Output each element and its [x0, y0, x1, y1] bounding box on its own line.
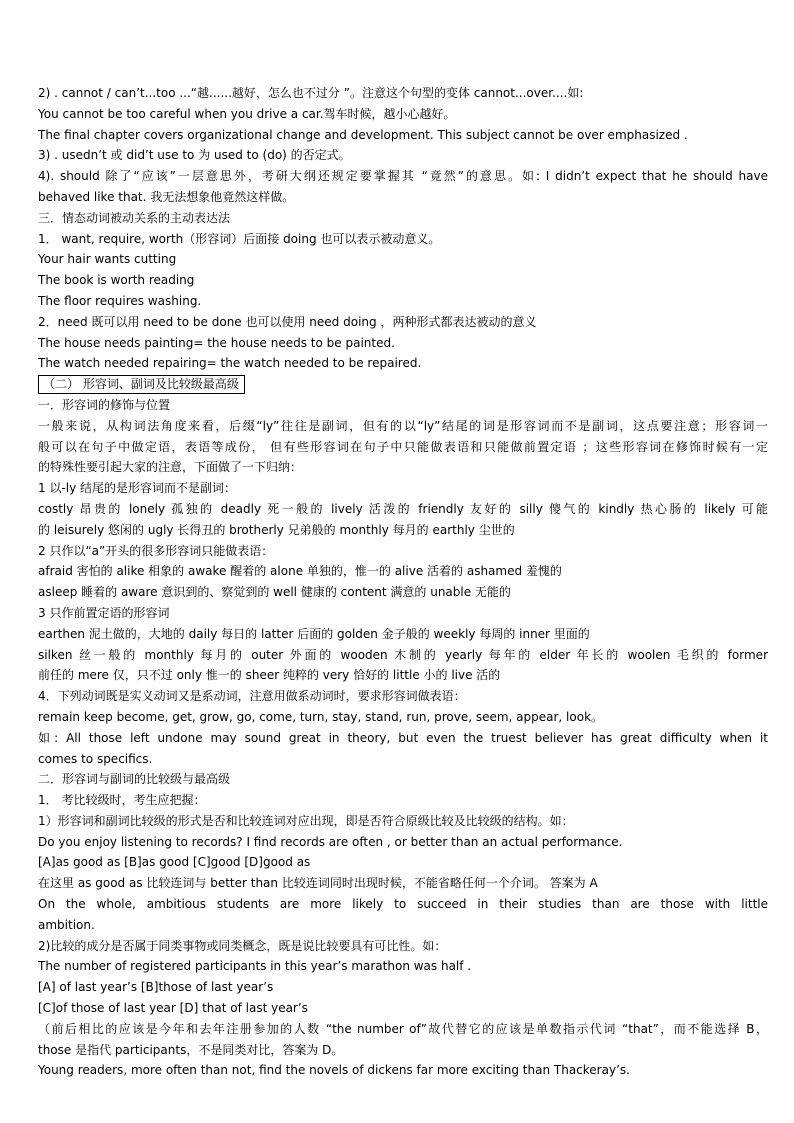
text-line: （前后相比的应该是今年和去年注册参加的人数 “the number of”故代替它的应该是单数指示代词 “that”，而不能选择 B， — [38, 1021, 768, 1036]
text-line: 2) . cannot / can’t...too ...“越......越好，怎么也不过分 ”。注意这个句型的变体 cannot...over....如: — [38, 86, 584, 100]
subsection-heading: 2 只作以“a”开头的很多形容词只能做表语： — [38, 543, 274, 558]
answer-options: [C]of those of last year [D] that of last year’s — [38, 1001, 308, 1016]
section-heading: 一．形容词的修饰与位置 — [38, 397, 171, 412]
example-sentence: 如: All those left undone may sound great in theory, but even the truest believer has great difficulty when it — [38, 730, 768, 745]
boxed-heading-row — [38, 374, 768, 395]
vocabulary-line: asleep 睡着的 aware 意识到的、察觉到的 well 健康的 content 满意的 unable 无能的 — [38, 585, 511, 600]
example-sentence: The book is worth reading — [38, 273, 195, 288]
answer-options: [A] of last year’s [B]those of last year’s — [38, 980, 274, 995]
question-sentence: The number of registered participants in this year’s marathon was half . — [38, 959, 472, 974]
example-sentence: The final chapter covers organizational change and development. This subject cannot be over emphasized . — [38, 127, 688, 142]
text-line: 2)比较的成分是否属于同类事物或同类概念，既是说比较要具有可比性。如： — [38, 938, 447, 953]
boxed-section-heading: （二） 形容词、副词及比较级最高级 — [38, 375, 245, 394]
text-line: 的特殊性要引起大家的注意，下面做了一下归纳： — [38, 460, 303, 475]
question-sentence: Do you enjoy listening to records? I find records are often , or better than an actual performance. — [38, 834, 623, 849]
text-line: remain keep become, get, grow, go, come, turn, stay, stand, run, prove, seem, appear, look。 — [38, 709, 604, 724]
example-sentence: ambition. — [38, 917, 95, 932]
example-sentence: comes to specifics. — [38, 751, 153, 766]
example-sentence: The house needs painting= the house needs to be painted. — [38, 335, 395, 350]
vocabulary-line: silken 丝一般的 monthly 每月的 outer 外面的 wooden 木制的 yearly 每年的 elder 年长的 woolen 毛织的 former — [38, 647, 768, 662]
text-line: 1）形容词和副词比较级的形式是否和比较连词对应出现，即是否符合原级比较及比较级的结构。如： — [38, 813, 574, 828]
text-line: 4．下列动词既是实义动词又是系动词，注意用做系动词时，要求形容词做表语： — [38, 689, 466, 704]
vocabulary-line: earthen 泥土做的，大地的 daily 每日的 latter 后面的 golden 金子般的 weekly 每周的 inner 里面的 — [38, 626, 590, 641]
text-line: 在这里 as good as 比较连词与 better than 比较连词同时出现时候，不能省略任何一个介词。 答案为 A — [38, 876, 598, 891]
text-line: those 是指代 participants，不是同类对比，答案为 D。 — [38, 1042, 344, 1057]
subsection-heading: 1 以-ly 结尾的是形容词而不是副词： — [38, 481, 237, 496]
example-sentence: You cannot be too careful when you drive a car.驾车时候，越小心越好。 — [38, 106, 456, 121]
text-line: 般可以在句子中做定语，表语等成份， 但有些形容词在句子中只能做表语和只能做前置定语 ；这些形容词在修饰时候有一定 — [38, 439, 768, 454]
example-sentence: The floor requires washing. — [38, 293, 202, 308]
text-line: 2．need 既可以用 need to be done 也可以使用 need doing ，两种形式都表达被动的意义 — [38, 314, 537, 329]
text-line: 1． want, require, worth（形容词）后面接 doing 也可以表示被动意义。 — [38, 231, 441, 246]
text-line: 1． 考比较级时，考生应把握： — [38, 793, 206, 808]
text-line: behaved like that. 我无法想象他竟然这样做。 — [38, 189, 295, 204]
example-sentence: Young readers, more often than not, find the novels of dickens far more exciting than Thackeray’s. — [38, 1063, 630, 1078]
subsection-heading: 3 只作前置定语的形容词 — [38, 605, 170, 620]
section-heading: 三．情态动词被动关系的主动表达法 — [38, 210, 231, 225]
vocabulary-line: 的 leisurely 悠闲的 ugly 长得丑的 brotherly 兄弟般的 monthly 每月的 earthly 尘世的 — [38, 522, 515, 537]
section-heading: 二．形容词与副词的比较级与最高级 — [38, 772, 231, 787]
vocabulary-line: afraid 害怕的 alike 相象的 awake 醒着的 alone 单独的，惟一的 alive 活着的 ashamed 羞愧的 — [38, 564, 562, 579]
text-line: 3) . usedn’t 或 did’t use to 为 used to (do) 的否定式。 — [38, 148, 351, 163]
example-sentence: Your hair wants cutting — [38, 252, 177, 267]
example-sentence: The watch needed repairing= the watch needed to be repaired. — [38, 356, 422, 371]
answer-options: [A]as good as [B]as good [C]good [D]good as — [38, 855, 311, 870]
text-line: 4). should 除了“应该”一层意思外，考研大纲还规定要掌握其 “竟然”的意思。如: I didn’t expect that he should have — [38, 169, 768, 184]
vocabulary-line: costly 昂贵的 lonely 孤独的 deadly 死一般的 lively 活泼的 friendly 友好的 silly 傻气的 kindly 热心肠的 likely 可能 — [38, 501, 768, 516]
document-page — [38, 83, 768, 1081]
example-sentence: On the whole, ambitious students are more likely to succeed in their studies than are those with little — [38, 897, 768, 912]
vocabulary-line: 前任的 mere 仅，只不过 only 惟一的 sheer 纯粹的 very 恰好的 little 小的 live 活的 — [38, 668, 501, 683]
text-line: 一般来说，从构词法角度来看，后缀“ly”往往是副词，但有的以“ly”结尾的词是形容词而不是副词，这点要注意；形容词一 — [38, 418, 768, 433]
